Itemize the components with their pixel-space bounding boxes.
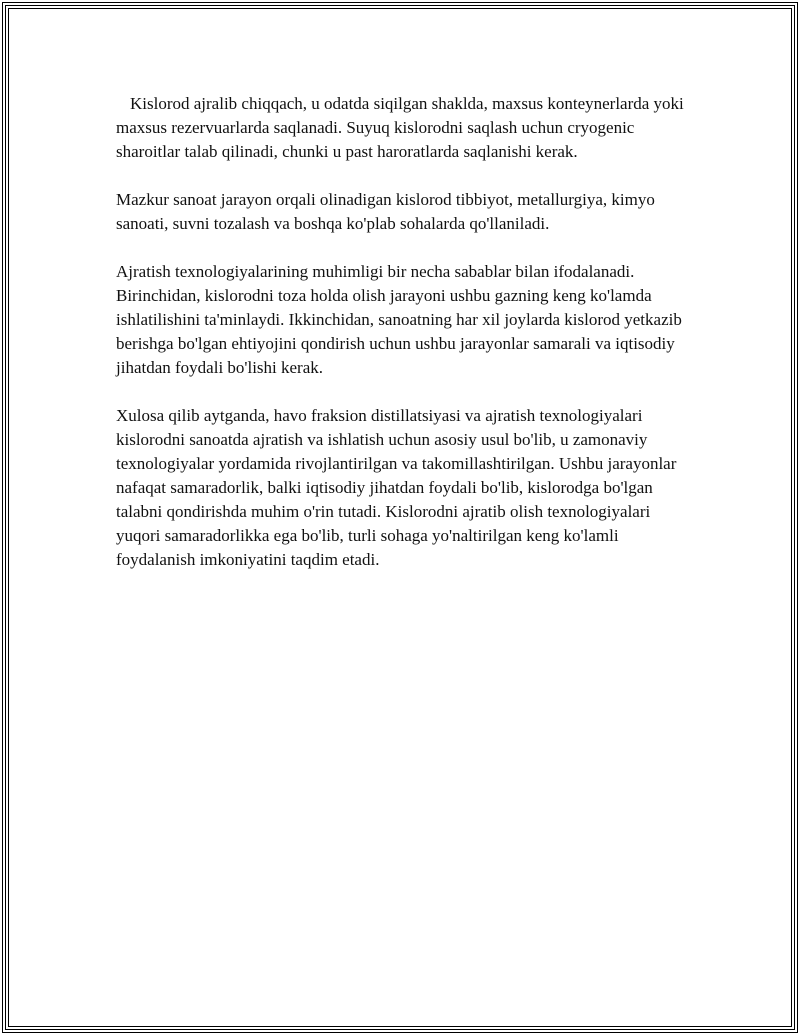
paragraph-conclusion: Xulosa qilib aytganda, havo fraksion distillatsiyasi va ajratish texnologiyalari kislorodni sanoatda ajratish va ishlatish uchun asosiy usul bo'lib, u zamonaviy texnologiyalar yordamida rivojlantirilgan va takomillashtirilgan. Ushbu jarayonlar nafaqat samaradorlik, balki iqtisodiy jihatdan foydali bo'lib, kislorodga bo'lgan talabni qondirishda muhim o'rin tutadi. Kislorodni ajratib olish texnologiyalari yuqori samaradorlikka ega bo'lib, turli sohaga yo'naltirilgan keng ko'lamli foydalanish imkoniyatini taqdim etadi.	[116, 406, 677, 569]
paragraph-importance: Ajratish texnologiyalarining muhimligi bir necha sabablar bilan ifodalanadi. Birinchidan, kislorodni toza holda olish jarayoni ushbu gazning keng ko'lamda ishlatilishini ta'minlaydi. Ikkinchidan, sanoatning har xil joylarda kislorod yetkazib berishga bo'lgan ehtiyojini qondirish uchun ushbu jarayonlar samarali va iqtisodiy jihatdan foydali bo'lishi kerak.	[116, 262, 682, 377]
document-body	[116, 92, 698, 596]
paragraph-storage: Kislorod ajralib chiqqach, u odatda siqilgan shaklda, maxsus konteynerlarda yoki maxsus rezervuarlarda saqlanadi. Suyuq kislorodni saqlash uchun cryogenic sharoitlar talab qilinadi, chunki u past haroratlarda saqlanishi kerak.	[116, 94, 684, 161]
paragraph-applications: Mazkur sanoat jarayon orqali olinadigan kislorod tibbiyot, metallurgiya, kimyo sanoati, suvni tozalash va boshqa ko'plab sohalarda qo'llaniladi.	[116, 190, 655, 233]
